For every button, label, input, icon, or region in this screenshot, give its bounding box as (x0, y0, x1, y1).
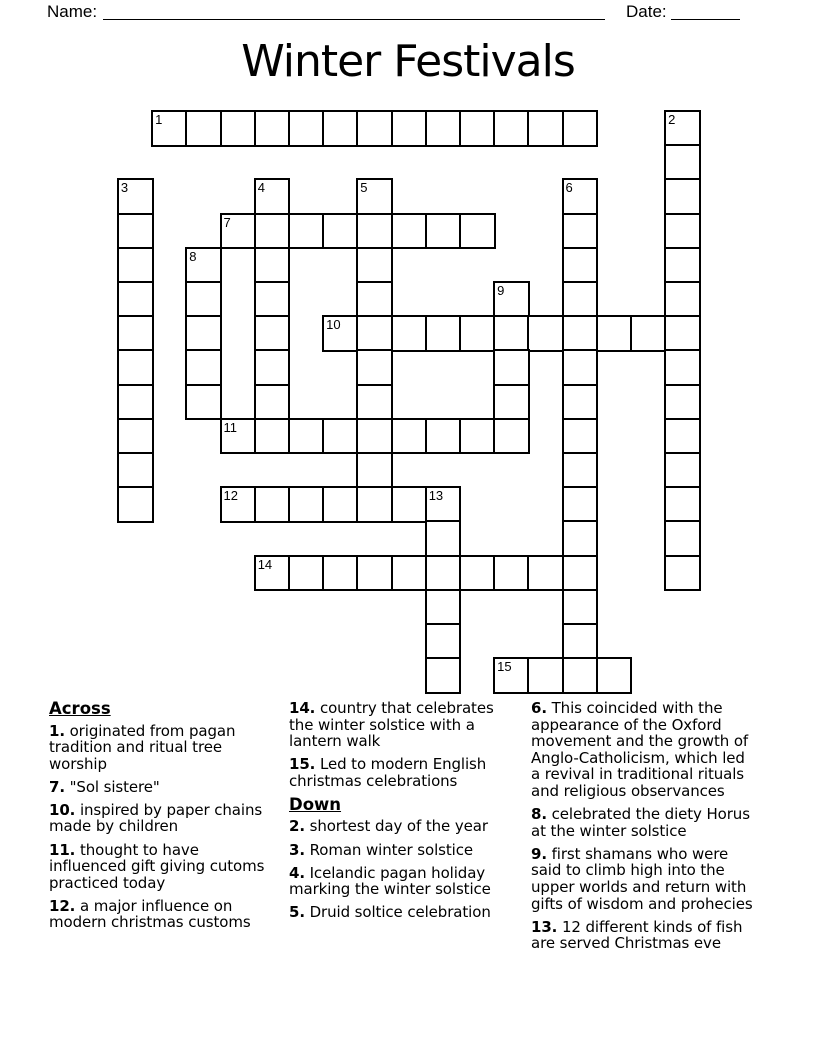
grid-cell[interactable] (493, 349, 530, 386)
grid-cell[interactable] (254, 247, 291, 284)
cell-number: 2 (668, 111, 676, 127)
clue-1: 1. originated from pagan tradition and ritual tree worship (49, 721, 236, 773)
cell-number: 8 (189, 248, 197, 264)
grid-cell[interactable] (356, 315, 393, 352)
grid-cell[interactable] (562, 657, 599, 694)
grid-cell[interactable] (459, 418, 496, 455)
clue-number: 2. (289, 817, 305, 836)
clue-number: 15. (289, 755, 316, 774)
grid-cell[interactable] (527, 110, 564, 147)
grid-cell[interactable] (562, 349, 599, 386)
grid-cell[interactable] (254, 213, 291, 250)
clue-3: 3. Roman winter solstice (289, 840, 473, 859)
grid-cell[interactable] (425, 555, 462, 592)
clue-4: 4. Icelandic pagan holiday marking the winter solstice (289, 863, 491, 899)
grid-cell[interactable] (391, 555, 428, 592)
grid-cell[interactable] (459, 315, 496, 352)
grid-cell[interactable] (322, 110, 359, 147)
cell-number: 10 (326, 317, 341, 333)
grid-cell[interactable] (220, 110, 257, 147)
grid-cell[interactable] (185, 384, 222, 421)
clue-number: 4. (289, 863, 305, 882)
clue-7: 7. "Sol sistere" (49, 777, 160, 796)
clue-number: 5. (289, 903, 305, 922)
grid-cell[interactable] (425, 418, 462, 455)
grid-cell[interactable] (459, 555, 496, 592)
grid-cell[interactable] (322, 213, 359, 250)
grid-cell[interactable] (254, 281, 291, 318)
grid-cell[interactable] (391, 315, 428, 352)
grid-cell[interactable] (562, 384, 599, 421)
grid-cell[interactable] (356, 384, 393, 421)
cell-number: 3 (120, 180, 129, 196)
grid-cell[interactable] (527, 555, 564, 592)
grid-cell[interactable] (562, 315, 599, 352)
cell-number: 9 (497, 282, 505, 298)
grid-cell[interactable] (356, 110, 393, 147)
clue-number: 9. (531, 844, 547, 863)
grid-cell[interactable] (356, 452, 393, 489)
grid-cell[interactable] (117, 486, 154, 523)
grid-cell[interactable] (562, 555, 599, 592)
grid-cell[interactable] (425, 110, 462, 147)
grid-cell[interactable] (117, 384, 154, 421)
clue-number: 12. (49, 896, 76, 915)
grid-cell[interactable] (527, 657, 564, 694)
grid-cell[interactable] (356, 281, 393, 318)
grid-cell[interactable] (425, 520, 462, 557)
clue-2: 2. shortest day of the year (289, 817, 488, 836)
grid-cell[interactable] (356, 418, 393, 455)
grid-cell[interactable] (562, 418, 599, 455)
grid-cell[interactable] (322, 486, 359, 523)
grid-cell[interactable] (254, 384, 291, 421)
grid-cell[interactable] (391, 486, 428, 523)
grid-cell[interactable] (185, 110, 222, 147)
grid-cell[interactable] (185, 349, 222, 386)
grid-cell[interactable] (459, 213, 496, 250)
grid-cell[interactable] (117, 247, 154, 284)
grid-cell[interactable] (562, 247, 599, 284)
grid-cell[interactable] (493, 110, 530, 147)
clue-8: 8. celebrated the diety Horus at the winter solstice (531, 805, 750, 840)
grid-cell[interactable] (254, 315, 291, 352)
grid-cell[interactable] (664, 281, 701, 318)
grid-cell[interactable] (562, 589, 599, 626)
grid-cell[interactable] (493, 555, 530, 592)
grid-cell[interactable] (493, 384, 530, 421)
grid-cell[interactable] (664, 418, 701, 455)
clue-number: 1. (49, 721, 65, 740)
grid-cell[interactable] (664, 452, 701, 489)
clues-heading-down: Down (289, 794, 342, 814)
grid-cell[interactable] (664, 555, 701, 592)
grid-cell[interactable] (664, 315, 701, 352)
grid-cell[interactable] (596, 657, 633, 694)
grid-cell[interactable] (664, 349, 701, 386)
grid-cell[interactable] (596, 315, 633, 352)
grid-cell[interactable] (562, 452, 599, 489)
grid-cell[interactable] (288, 110, 325, 147)
grid-cell[interactable] (493, 418, 530, 455)
grid-cell[interactable] (288, 418, 325, 455)
grid-cell[interactable] (664, 520, 701, 557)
grid-cell[interactable] (664, 178, 701, 215)
grid-cell[interactable] (356, 349, 393, 386)
clue-number: 11. (49, 840, 76, 859)
grid-cell[interactable] (356, 555, 393, 592)
grid-cell[interactable] (630, 315, 667, 352)
clue-12: 12. a major influence on modern christmas customs (49, 896, 251, 932)
grid-cell[interactable] (117, 418, 154, 455)
cell-number: 12 (223, 488, 238, 504)
clue-9: 9. first shamans who were said to climb high into the upper worlds and return with gifts of wisdom and prohecies (531, 844, 753, 913)
clue-15: 15. Led to modern English christmas celebrations (289, 755, 487, 790)
grid-cell[interactable] (322, 418, 359, 455)
grid-cell[interactable] (664, 144, 701, 181)
grid-cell[interactable] (391, 213, 428, 250)
clue-number: 7. (49, 777, 65, 796)
grid-cell[interactable] (288, 486, 325, 523)
grid-cell[interactable] (562, 110, 599, 147)
grid-cell[interactable] (391, 418, 428, 455)
grid-cell[interactable] (356, 213, 393, 250)
grid-cell[interactable] (425, 213, 462, 250)
clue-10: 10. inspired by paper chains made by children (49, 800, 263, 836)
grid-cell[interactable] (664, 384, 701, 421)
grid-cell[interactable] (562, 486, 599, 523)
name-label: Name: (47, 2, 98, 21)
grid-cell[interactable] (562, 213, 599, 250)
clue-number: 8. (531, 805, 547, 824)
clue-13: 13. 12 different kinds of fish are served Christmas eve (531, 917, 743, 953)
clue-number: 14. (289, 699, 316, 717)
grid-cell[interactable] (425, 315, 462, 352)
clue-number: 10. (49, 800, 76, 819)
grid-cell[interactable] (664, 213, 701, 250)
grid-cell[interactable] (185, 281, 222, 318)
cell-number: 6 (565, 180, 573, 196)
cell-number: 11 (223, 419, 237, 435)
cell-number: 13 (428, 488, 444, 504)
grid-cell[interactable] (664, 486, 701, 523)
grid-cell[interactable] (664, 247, 701, 284)
cell-number: 1 (155, 111, 163, 127)
grid-cell[interactable] (356, 247, 393, 284)
clue-6: 6. This coincided with the appearance of the Oxford movement and the growth of Anglo-Catholicism, which led a revival in traditional rituals and religious observances (531, 699, 749, 800)
grid-cell[interactable] (425, 657, 462, 694)
grid-cell[interactable] (117, 349, 154, 386)
grid-cell[interactable] (288, 213, 325, 250)
grid-cell[interactable] (425, 623, 462, 660)
grid-cell[interactable] (117, 452, 154, 489)
grid-cell[interactable] (425, 589, 462, 626)
clue-number: 13. (531, 917, 558, 936)
cell-number: 14 (257, 556, 273, 572)
puzzle-title: Winter Festivals (241, 36, 575, 87)
grid-cell[interactable] (562, 281, 599, 318)
clues-heading-across: Across (49, 699, 111, 718)
cell-number: 15 (497, 659, 512, 675)
grid-cell[interactable] (117, 281, 154, 318)
grid-cell[interactable] (254, 486, 291, 523)
grid-cell[interactable] (356, 486, 393, 523)
grid-cell[interactable] (493, 315, 530, 352)
grid-cell[interactable] (254, 349, 291, 386)
clue-number: 3. (289, 840, 305, 859)
cell-number: 7 (223, 214, 231, 230)
clue-11: 11. thought to have influenced gift giving cutoms practiced today (49, 840, 265, 892)
grid-cell[interactable] (562, 623, 599, 660)
grid-cell[interactable] (185, 315, 222, 352)
grid-cell[interactable] (322, 555, 359, 592)
grid-cell[interactable] (288, 555, 325, 592)
grid-cell[interactable] (254, 418, 291, 455)
clue-14: 14. country that celebrates the winter solstice with a lantern walk (289, 699, 494, 751)
grid-cell[interactable] (562, 520, 599, 557)
date-label: Date: (626, 2, 667, 21)
clue-number: 6. (531, 699, 547, 717)
clue-5: 5. Druid soltice celebration (289, 903, 491, 922)
cell-number: 4 (257, 180, 265, 196)
grid-cell[interactable] (459, 110, 496, 147)
grid-cell[interactable] (391, 110, 428, 147)
grid-cell[interactable] (117, 315, 154, 352)
grid-cell[interactable] (117, 213, 154, 250)
clue-column-middle (289, 700, 505, 927)
grid-cell[interactable] (527, 315, 564, 352)
cell-number: 5 (360, 180, 368, 196)
grid-cell[interactable] (254, 110, 291, 147)
clue-column-down (531, 700, 755, 958)
clue-column-across (49, 700, 265, 938)
